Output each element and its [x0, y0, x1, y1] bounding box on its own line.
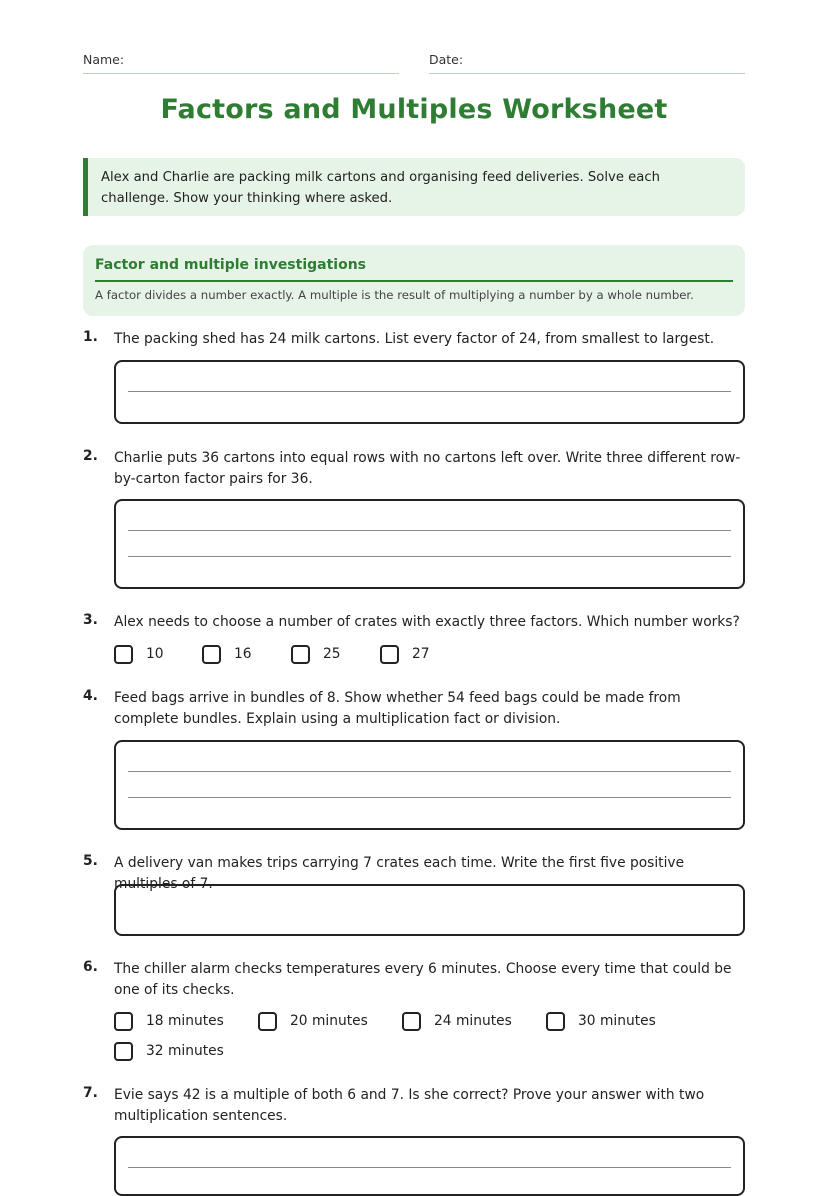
- section-title: Factor and multiple investigations: [95, 255, 733, 282]
- checkbox[interactable]: [202, 645, 221, 664]
- option-label: 27: [412, 646, 430, 662]
- header: [83, 52, 745, 74]
- question-text: The chiller alarm checks temperatures every 6 minutes. Choose every time that could be one of its checks.: [114, 961, 732, 998]
- answer-line: [128, 771, 731, 772]
- intro-callout: [83, 158, 745, 216]
- answer-line: [128, 391, 731, 392]
- answer-box-2[interactable]: [114, 499, 745, 589]
- question-number: 3.: [83, 612, 98, 628]
- checkbox[interactable]: [402, 1012, 421, 1031]
- date-label: Date:: [429, 52, 464, 67]
- answer-box-7[interactable]: [114, 1136, 745, 1196]
- option-label: 24 minutes: [434, 1013, 512, 1029]
- answer-line: [128, 797, 731, 798]
- question-number: 6.: [83, 959, 98, 975]
- checkbox[interactable]: [114, 1012, 133, 1031]
- question-number: 1.: [83, 329, 98, 345]
- answer-line: [128, 530, 731, 531]
- checkbox[interactable]: [114, 645, 133, 664]
- question-number: 7.: [83, 1085, 98, 1101]
- answer-box-5[interactable]: [114, 884, 745, 936]
- section-header: [83, 245, 745, 316]
- page-title: Factors and Multiples Worksheet: [160, 94, 668, 125]
- name-field[interactable]: [83, 52, 399, 74]
- section-note: A factor divides a number exactly. A multiple is the result of multiplying a number by a whole number.: [95, 288, 694, 302]
- option-label: 18 minutes: [146, 1013, 224, 1029]
- question-text: Evie says 42 is a multiple of both 6 and 7. Is she correct? Prove your answer with two multiplication sentences.: [114, 1087, 705, 1124]
- question-number: 5.: [83, 853, 98, 869]
- answer-box-1[interactable]: [114, 360, 745, 424]
- checkbox[interactable]: [380, 645, 399, 664]
- question-text: Alex needs to choose a number of crates with exactly three factors. Which number works?: [114, 614, 740, 630]
- option-label: 30 minutes: [578, 1013, 656, 1029]
- option-label: 10: [146, 646, 164, 662]
- checkbox[interactable]: [114, 1042, 133, 1061]
- date-field[interactable]: [429, 52, 745, 74]
- checkbox[interactable]: [546, 1012, 565, 1031]
- answer-box-4[interactable]: [114, 740, 745, 830]
- answer-line: [128, 1167, 731, 1168]
- intro-text: Alex and Charlie are packing milk cartons and organising feed deliveries. Solve each challenge. Show your thinking where asked.: [101, 170, 660, 206]
- option-label: 16: [234, 646, 252, 662]
- name-label: Name:: [83, 52, 125, 67]
- question-text: Feed bags arrive in bundles of 8. Show whether 54 feed bags could be made from complete bundles. Explain using a multiplication fact or division.: [114, 690, 681, 727]
- answer-line: [128, 556, 731, 557]
- question-text: Charlie puts 36 cartons into equal rows with no cartons left over. Write three different row-by-carton factor pairs for 36.: [114, 450, 741, 487]
- option-label: 20 minutes: [290, 1013, 368, 1029]
- option-label: 25: [323, 646, 341, 662]
- question-text: The packing shed has 24 milk cartons. List every factor of 24, from smallest to largest.: [114, 331, 715, 347]
- checkbox[interactable]: [291, 645, 310, 664]
- option-label: 32 minutes: [146, 1043, 224, 1059]
- question-text: A delivery van makes trips carrying 7 crates each time. Write the first five positive multiples of 7.: [114, 855, 685, 892]
- question-number: 2.: [83, 448, 98, 464]
- checkbox[interactable]: [258, 1012, 277, 1031]
- question-number: 4.: [83, 688, 98, 704]
